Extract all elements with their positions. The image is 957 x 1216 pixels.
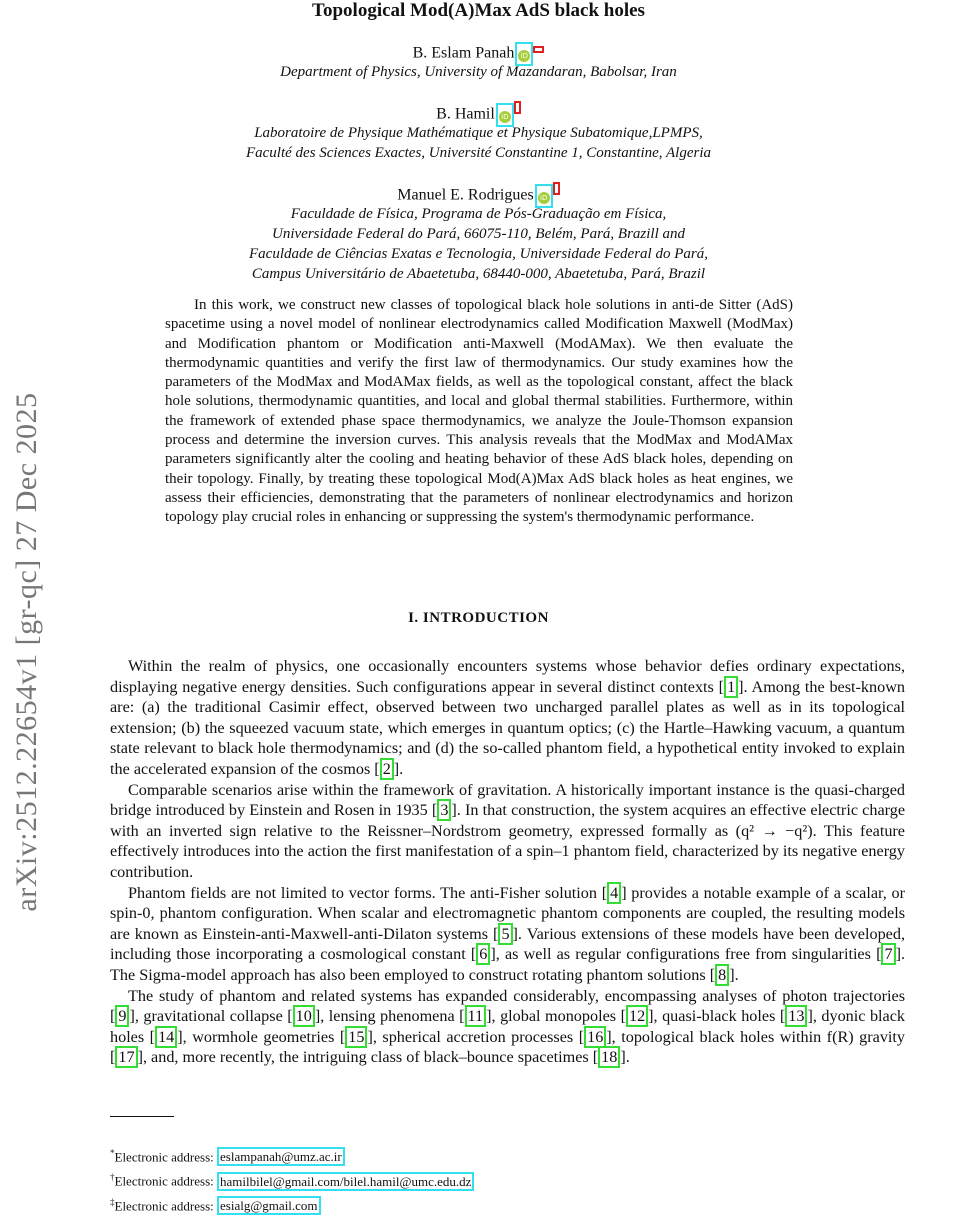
paragraph-text: ]. Among the best-known are: (a) the traditional Casimir effect, observed between two uncharged parallel plates as well as in its topological extension; (b) the squeezed vacuum state, which emerges in quantum optics; (c) the Hartle–Hawking vacuum, a quantum state relevant to black hole thermodynamics; and (d) the so-called phantom field, a hypothetical entity invoked to explain the accelerated expansion of the cosmos [	[110, 677, 905, 778]
paragraph-text: ]. The Sigma-model approach has also been employed to construct rotating phantom solutions [	[110, 945, 905, 984]
paragraph-text: ]. In that construction, the system acquires an effective electric charge with an inverted sign relative to the Reissner–Nordstrom geometry, expressed formally as (q² → −q²). This feature effectively introduces into the action the first manifestation of a spin–1 phantom field, characterized by its negative energy contribution.	[110, 801, 906, 881]
paragraph-text: ], and, more recently, the intriguing class of black–bounce spacetimes [	[137, 1048, 599, 1067]
paragraph-text: ], as well as regular configurations free from singularities [	[490, 945, 882, 964]
footnote-mark: †	[110, 1172, 115, 1183]
email-link[interactable]: eslampanah@umz.ac.ir	[217, 1147, 345, 1166]
section-heading: I. INTRODUCTION	[408, 610, 549, 626]
paragraph-text: ], global monopoles [	[486, 1007, 626, 1026]
abstract: In this work, we construct new classes of topological black hole solutions in anti-de Sitter (AdS) spacetime using a novel model of nonlinear electrodynamics called Modification Maxwell (ModMax) and Modification phantom or Modification anti-Maxwell (ModAMax). We then evaluate the thermodynamic quantities and verify the first law of thermodynamics. Our study examines how the parameters of the ModMax and ModAMax fields, as well as the topological constant, affect the black hole solutions, thermodynamic quantities, and local and global thermal stabilities. Furthermore, within the framework of extended phase space thermodynamics, we analyze the Joule-Thomson expansion process and determine the inversion curves. This analysis reveals that the ModMax and ModAMax parameters significantly alter the cooling and heating behavior of these AdS black holes, depending on their topology. Finally, by treating these topological Mod(A)Max AdS black holes as heat engines, we assess their efficiencies, demonstrating that the parameters of nonlinear electrodynamics and horizon topology play crucial roles in enhancing or suppressing the system's thermodynamic performance.	[165, 297, 793, 526]
citation-link[interactable]: 6	[476, 943, 490, 965]
affiliation-2	[0, 123, 957, 163]
footnote-mark: *	[110, 1148, 115, 1158]
orcid-icon: iD	[518, 50, 530, 62]
footnote-link[interactable]	[514, 101, 521, 114]
citation-link[interactable]: 9	[115, 1005, 129, 1027]
affiliation-line: Faculté des Sciences Exactes, Université Constantine 1, Constantine, Algeria	[245, 145, 712, 161]
footnote-rule	[110, 1116, 174, 1117]
citation-link[interactable]: 2	[380, 758, 394, 780]
affiliation-line: Department of Physics, University of Mazandaran, Babolsar, Iran	[280, 64, 677, 80]
citation-link[interactable]: 15	[345, 1026, 367, 1048]
paragraph-text: ], topological black holes within f(R) gravity [	[110, 1027, 906, 1067]
footnote	[110, 1167, 474, 1191]
citation-link[interactable]: 11	[465, 1005, 487, 1027]
citation-link[interactable]: 18	[598, 1046, 620, 1068]
paper-title: Topological Mod(A)Max AdS black holes	[312, 0, 645, 21]
affiliation-line: Campus Universitário de Abaetetuba, 68440-000, Abaetetuba, Pará, Brazil	[251, 266, 706, 282]
citation-link[interactable]: 14	[155, 1026, 177, 1048]
paragraph-text: Phantom fields are not limited to vector forms. The anti-Fisher solution [	[128, 883, 608, 902]
citation-link[interactable]: 10	[293, 1005, 315, 1027]
citation-link[interactable]: 1	[724, 676, 738, 698]
paragraph-text: ] provides a notable example of a scalar, or spin-0, phantom configuration. When scalar and electromagnetic phantom components are coupled, the resulting models are known as Einstein-anti-Maxwell-anti-Dilaton systems [	[110, 883, 905, 943]
footnote-link[interactable]	[553, 182, 560, 195]
paragraph-text: ], wormhole geometries [	[177, 1027, 346, 1046]
affiliation-3	[0, 204, 957, 284]
paragraph	[110, 883, 905, 986]
introduction-body	[110, 656, 905, 1068]
author-name: B. Hamil	[436, 105, 495, 123]
footnote-link[interactable]	[533, 46, 544, 53]
footnote	[110, 1143, 474, 1167]
email-link[interactable]: hamilbilel@gmail.com/bilel.hamil@umc.edu.dz	[217, 1172, 474, 1191]
orcid-icon: iD	[499, 111, 511, 123]
citation-link[interactable]: 8	[715, 964, 729, 986]
paragraph	[110, 986, 905, 1068]
affiliation-1	[0, 62, 957, 82]
paragraph	[110, 780, 905, 883]
affiliation-line: Laboratoire de Physique Mathématique et Physique Subatomique,LPMPS,	[254, 125, 703, 141]
citation-link[interactable]: 5	[498, 923, 512, 945]
paragraph-text: Within the realm of physics, one occasionally encounters systems whose behavior defies ordinary expectations, displaying negative energy densities. Such configurations appear in several distinct contexts [	[110, 657, 905, 696]
paragraph-text: ], gravitational collapse [	[129, 1007, 293, 1026]
paragraph-text: The study of phantom and related systems has expanded considerably, encompassing analyses of photon trajectories [	[110, 986, 905, 1026]
affiliation-line: Universidade Federal do Pará, 66075-110, Belém, Pará, Brazill and	[272, 226, 685, 242]
paragraph-text: ]. Various extensions of these models have been developed, including those incorporating a cosmological constant [	[110, 924, 905, 964]
citation-link[interactable]: 16	[584, 1026, 606, 1048]
citation-link[interactable]: 3	[437, 799, 451, 821]
footnotes	[110, 1143, 474, 1216]
affiliation-line: Faculdade de Ciências Exatas e Tecnologia, Universidade Federal do Pará,	[249, 246, 708, 262]
paragraph	[110, 656, 905, 780]
citation-link[interactable]: 12	[626, 1005, 648, 1027]
citation-link[interactable]: 7	[881, 943, 895, 965]
paragraph-text: ], spherical accretion processes [	[367, 1027, 585, 1046]
citation-link[interactable]: 13	[785, 1005, 807, 1027]
citation-link[interactable]: 17	[115, 1046, 137, 1068]
citation-link[interactable]: 4	[607, 882, 621, 904]
footnote-label: Electronic address:	[114, 1173, 218, 1189]
paragraph-text: ].	[620, 1048, 630, 1067]
paragraph-text: ].	[729, 965, 739, 984]
email-link[interactable]: esialg@gmail.com	[217, 1196, 321, 1215]
paragraph-text: ], lensing phenomena [	[314, 1007, 465, 1026]
paragraph-text: ].	[393, 759, 404, 778]
paragraph-text: ], dyonic black holes [	[110, 1007, 905, 1046]
arxiv-stamp: arXiv:2512.22654v1 [gr-qc] 27 Dec 2025	[10, 392, 43, 912]
author-name: Manuel E. Rodrigues	[397, 186, 534, 204]
footnote	[110, 1192, 474, 1216]
paragraph-text: ], quasi-black holes [	[648, 1007, 786, 1026]
footnote-label: Electronic address:	[114, 1197, 218, 1213]
orcid-icon: iD	[538, 192, 550, 204]
author-name: B. Eslam Panah	[412, 44, 515, 62]
affiliation-line: Faculdade de Física, Programa de Pós-Graduação em Física,	[290, 206, 667, 222]
footnote-mark: ‡	[110, 1196, 115, 1207]
paragraph-text: Comparable scenarios arise within the framework of gravitation. A historically important instance is the quasi-charged bridge introduced by Einstein and Rosen in 1935 [	[110, 780, 905, 820]
footnote-label: Electronic address:	[114, 1149, 218, 1165]
